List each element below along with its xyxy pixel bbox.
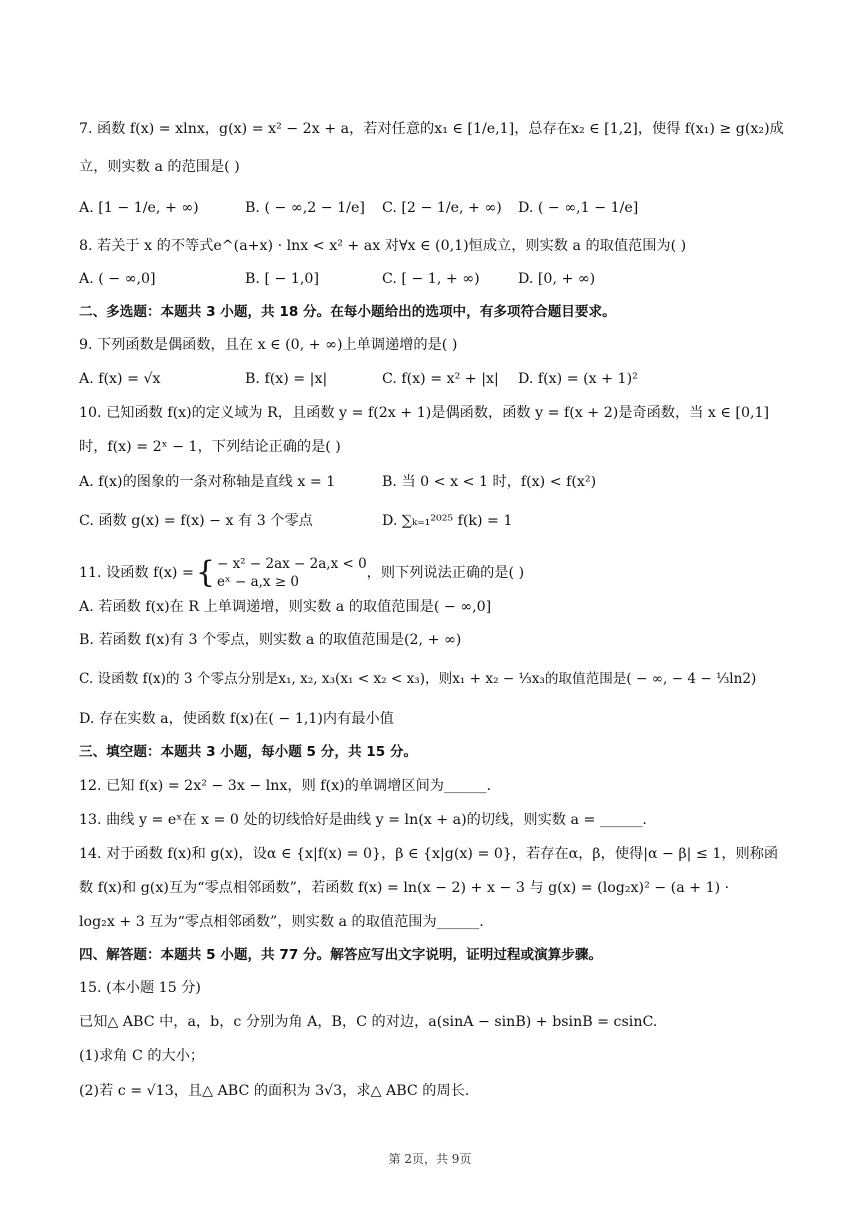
q7-option-d: D. ( − ∞,1 − 1/e]	[518, 200, 639, 216]
q11-stem-prefix: 11. 设函数 f(x) =	[79, 565, 194, 581]
q11-stem	[79, 555, 800, 591]
q10-option-b: B. 当 0 < x < 1 时，f(x) < f(x²)	[382, 474, 597, 490]
q15-part2: (2)若 c = √13，且△ ABC 的面积为 3√3，求△ ABC 的周长.	[79, 1083, 470, 1099]
q15-part1: (1)求角 C 的大小；	[79, 1048, 205, 1064]
q15-stem: 已知△ ABC 中，a，b，c 分别为角 A，B，C 的对边，a(sinA − sinB) + bsinB = csinC.	[79, 1014, 658, 1030]
q9-stem: 9. 下列函数是偶函数，且在 x ∈ (0, + ∞)上单调递增的是( )	[79, 337, 458, 353]
q12: 12. 已知 f(x) = 2x² − 3x − lnx，则 f(x)的单调增区间为______.	[79, 778, 492, 794]
q9-option-a: A. f(x) = √x	[79, 371, 161, 387]
q9-option-b: B. f(x) = |x|	[245, 371, 328, 387]
q11-option-a: A. 若函数 f(x)在 R 上单调递增，则实数 a 的取值范围是( − ∞,0]	[79, 599, 492, 615]
q10-stem-line2: 时，f(x) = 2ˣ − 1，下列结论正确的是( )	[79, 439, 341, 455]
section-heading-multi-choice: 二、多选题：本题共 3 小题，共 18 分。在每小题给出的选项中，有多项符合题目要求。	[79, 304, 616, 320]
page-footer: 第 2页，共 9页	[388, 1152, 472, 1166]
q10-option-c: C. 函数 g(x) = f(x) − x 有 3 个零点	[79, 513, 313, 529]
q7-stem-line1: 7. 函数 f(x) = xlnx，g(x) = x² − 2x + a，若对任意的x₁ ∈ [1/e,1]，总存在x₂ ∈ [1,2]，使得 f(x₁) ≥ g(x₂)成	[79, 121, 784, 137]
q10-option-d: D. ∑ₖ₌₁²⁰²⁵ f(k) = 1	[382, 513, 513, 529]
q10-option-a: A. f(x)的图象的一条对称轴是直线 x = 1	[79, 474, 336, 490]
q14-line2: 数 f(x)和 g(x)互为“零点相邻函数”，若函数 f(x) = ln(x − 2) + x − 3 与 g(x) = (log₂x)² − (a + 1) ·	[79, 880, 730, 896]
q13: 13. 曲线 y = eˣ在 x = 0 处的切线恰好是曲线 y = ln(x + a)的切线，则实数 a = ______.	[79, 812, 647, 828]
q11-case-2: eˣ − a,x ≥ 0	[216, 574, 300, 590]
q8-stem: 8. 若关于 x 的不等式e^(a+x) · lnx < x² + ax 对∀x ∈ (0,1)恒成立，则实数 a 的取值范围为( )	[79, 238, 687, 254]
section-heading-fill-in: 三、填空题：本题共 3 小题，每小题 5 分，共 15 分。	[79, 744, 418, 760]
q11-case-1: − x² − 2ax − 2a,x < 0	[216, 556, 367, 572]
q7-option-b: B. ( − ∞,2 − 1/e]	[245, 200, 365, 216]
q10-stem-line1: 10. 已知函数 f(x)的定义域为 R，且函数 y = f(2x + 1)是偶函数，函数 y = f(x + 2)是奇函数，当 x ∈ [0,1]	[79, 405, 770, 421]
q7-stem-line2: 立，则实数 a 的范围是( )	[79, 159, 240, 175]
section-heading-solution: 四、解答题：本题共 5 小题，共 77 分。解答应写出文字说明，证明过程或演算步骤。	[79, 947, 603, 963]
brace-symbol: {	[195, 555, 215, 590]
q8-option-b: B. [ − 1,0]	[245, 271, 319, 287]
q11-piecewise	[217, 555, 367, 591]
q8-option-a: A. ( − ∞,0]	[79, 271, 156, 287]
q14-line3: log₂x + 3 互为“零点相邻函数”，则实数 a 的取值范围为______.	[79, 914, 484, 930]
q11-option-c: C. 设函数 f(x)的 3 个零点分别是x₁, x₂, x₃(x₁ < x₂ < x₃)，则x₁ + x₂ − ⅓x₃的取值范围是( − ∞, − 4 − ⅓ln2)	[79, 671, 757, 687]
q8-option-c: C. [ − 1, + ∞)	[382, 271, 480, 287]
q8-option-d: D. [0, + ∞)	[518, 271, 596, 287]
q7-option-c: C. [2 − 1/e, + ∞)	[382, 200, 502, 216]
q11-option-d: D. 存在实数 a，使函数 f(x)在( − 1,1)内有最小值	[79, 711, 394, 727]
q15-title: 15. (本小题 15 分)	[79, 980, 201, 996]
q14-line1: 14. 对于函数 f(x)和 g(x)，设α ∈ {x|f(x) = 0}，β ∈ {x|g(x) = 0}，若存在α，β，使得|α − β| ≤ 1，则称函	[79, 846, 779, 862]
q11-stem-suffix: ，则下列说法正确的是( )	[366, 565, 525, 581]
q7-option-a: A. [1 − 1/e, + ∞)	[79, 200, 199, 216]
q9-option-c: C. f(x) = x² + |x|	[382, 371, 499, 387]
q11-option-b: B. 若函数 f(x)有 3 个零点，则实数 a 的取值范围是(2, + ∞)	[79, 632, 462, 648]
q9-option-d: D. f(x) = (x + 1)²	[518, 371, 638, 387]
